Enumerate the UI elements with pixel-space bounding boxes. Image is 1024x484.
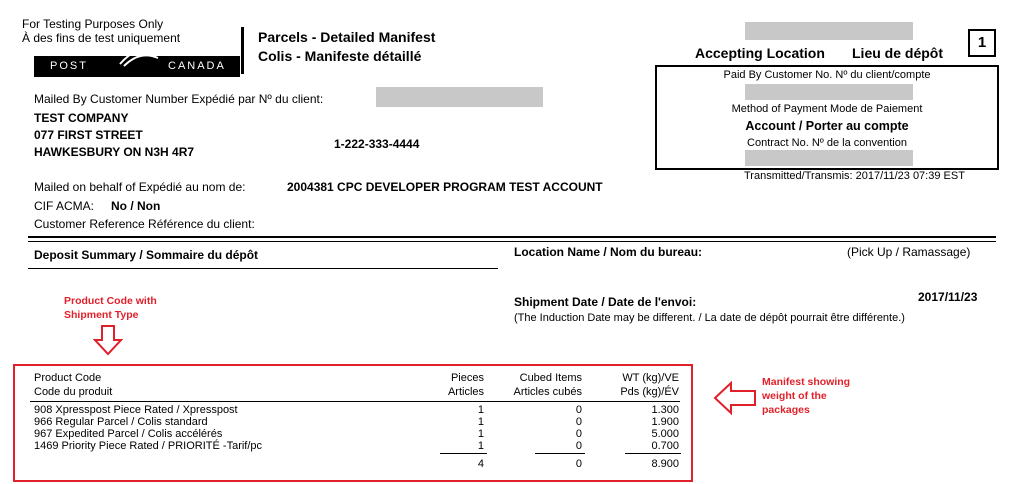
redacted-customer-no bbox=[745, 84, 913, 100]
shipment-date-value: 2017/11/23 bbox=[918, 290, 978, 304]
method-value: Account / Porter au compte bbox=[745, 119, 909, 133]
behalf-value: 2004381 CPC DEVELOPER PROGRAM TEST ACCOUNT bbox=[287, 180, 603, 194]
company-name: TEST COMPANY bbox=[34, 111, 129, 125]
redacted-mailer-no bbox=[376, 87, 543, 107]
total-cubed-line bbox=[535, 453, 585, 454]
transmitted-timestamp: Transmitted/Transmis: 2017/11/23 07:39 EST bbox=[744, 170, 965, 182]
header-product-code-fr: Code du produit bbox=[34, 386, 113, 398]
row-weight: 5.000 bbox=[651, 428, 679, 440]
row-pieces: 1 bbox=[477, 428, 484, 440]
pickup-label: (Pick Up / Ramassage) bbox=[847, 245, 971, 259]
arrow-left-icon bbox=[713, 381, 757, 415]
paid-by-label: Paid By Customer No. Nº du client/compte bbox=[723, 69, 931, 81]
deposit-underline bbox=[28, 268, 498, 269]
page-number: 1 bbox=[968, 29, 996, 57]
canada-post-logo: POST CANADA bbox=[34, 56, 240, 77]
company-phone: 1-222-333-4444 bbox=[334, 137, 420, 151]
redacted-contract-no bbox=[745, 150, 913, 166]
row-pieces: 1 bbox=[477, 404, 484, 416]
header-underline bbox=[30, 401, 680, 402]
row-cubed: 0 bbox=[575, 440, 582, 452]
title-en: Parcels - Detailed Manifest bbox=[258, 29, 436, 45]
contract-label: Contract No. Nº de la convention bbox=[747, 137, 907, 149]
annotation-manifest-line1: Manifest showing bbox=[762, 376, 851, 388]
customer-reference-label: Customer Reference Référence du client: bbox=[34, 217, 255, 231]
mailed-by-label: Mailed By Customer Number Expédié par Nº du client: bbox=[34, 92, 324, 106]
lieu-depot-label: Lieu de dépôt bbox=[852, 45, 943, 61]
row-product: 967 Expedited Parcel / Colis accélérés bbox=[34, 428, 223, 440]
total-pieces: 4 bbox=[477, 458, 484, 470]
row-weight: 1.300 bbox=[651, 404, 679, 416]
total-cubed: 0 bbox=[575, 458, 582, 470]
row-weight: 1.900 bbox=[651, 416, 679, 428]
header-pieces-en: Pieces bbox=[450, 372, 484, 384]
row-cubed: 0 bbox=[575, 404, 582, 416]
post-logo-icon bbox=[114, 44, 164, 70]
method-label: Method of Payment Mode de Paiement bbox=[731, 103, 923, 115]
induction-note: (The Induction Date may be different. / La date de dépôt pourrait être différente.) bbox=[514, 312, 905, 324]
cif-value: No / Non bbox=[111, 199, 161, 213]
row-pieces: 1 bbox=[477, 440, 484, 452]
logo-divider bbox=[241, 27, 244, 74]
divider-bottom bbox=[28, 241, 996, 242]
redacted-field bbox=[745, 22, 913, 40]
shipment-date-label: Shipment Date / Date de l'envoi: bbox=[514, 295, 697, 309]
testing-notice-en: For Testing Purposes Only bbox=[22, 17, 164, 31]
annotation-product-code-line2: Shipment Type bbox=[64, 309, 139, 321]
divider-top bbox=[28, 236, 996, 238]
row-product: 908 Xpresspost Piece Rated / Xpresspost bbox=[34, 404, 238, 416]
annotation-manifest-line2: weight of the bbox=[762, 390, 827, 402]
header-weight-en: WT (kg)/VE bbox=[622, 372, 679, 384]
row-weight: 0.700 bbox=[651, 440, 679, 452]
testing-notice-fr: À des fins de test uniquement bbox=[22, 31, 181, 45]
accepting-location-label: Accepting Location bbox=[695, 45, 825, 61]
title-fr: Colis - Manifeste détaillé bbox=[258, 48, 422, 64]
header-weight-fr: Pds (kg)/ÉV bbox=[620, 386, 679, 398]
annotation-manifest-line3: packages bbox=[762, 404, 810, 416]
row-product: 966 Regular Parcel / Colis standard bbox=[34, 416, 208, 428]
row-product: 1469 Priority Piece Rated / PRIORITÉ -Tarif/pc bbox=[34, 440, 263, 452]
company-street: 077 FIRST STREET bbox=[34, 128, 143, 142]
cif-label: CIF ACMA: bbox=[34, 199, 95, 213]
location-name-label: Location Name / Nom du bureau: bbox=[514, 245, 703, 259]
arrow-down-icon bbox=[93, 325, 123, 356]
header-product-code-en: Product Code bbox=[34, 372, 102, 384]
total-pieces-line bbox=[440, 453, 487, 454]
deposit-summary-heading: Deposit Summary / Sommaire du dépôt bbox=[34, 248, 259, 262]
header-cubed-fr: Articles cubés bbox=[513, 386, 582, 398]
row-cubed: 0 bbox=[575, 428, 582, 440]
annotation-product-code-line1: Product Code with bbox=[64, 295, 157, 307]
total-weight: 8.900 bbox=[651, 458, 679, 470]
behalf-label: Mailed on behalf of Expédié au nom de: bbox=[34, 180, 246, 194]
row-pieces: 1 bbox=[477, 416, 484, 428]
company-city: HAWKESBURY ON N3H 4R7 bbox=[34, 145, 195, 159]
header-pieces-fr: Articles bbox=[447, 386, 484, 398]
header-cubed-en: Cubed Items bbox=[519, 372, 582, 384]
total-weight-line bbox=[625, 453, 681, 454]
row-cubed: 0 bbox=[575, 416, 582, 428]
